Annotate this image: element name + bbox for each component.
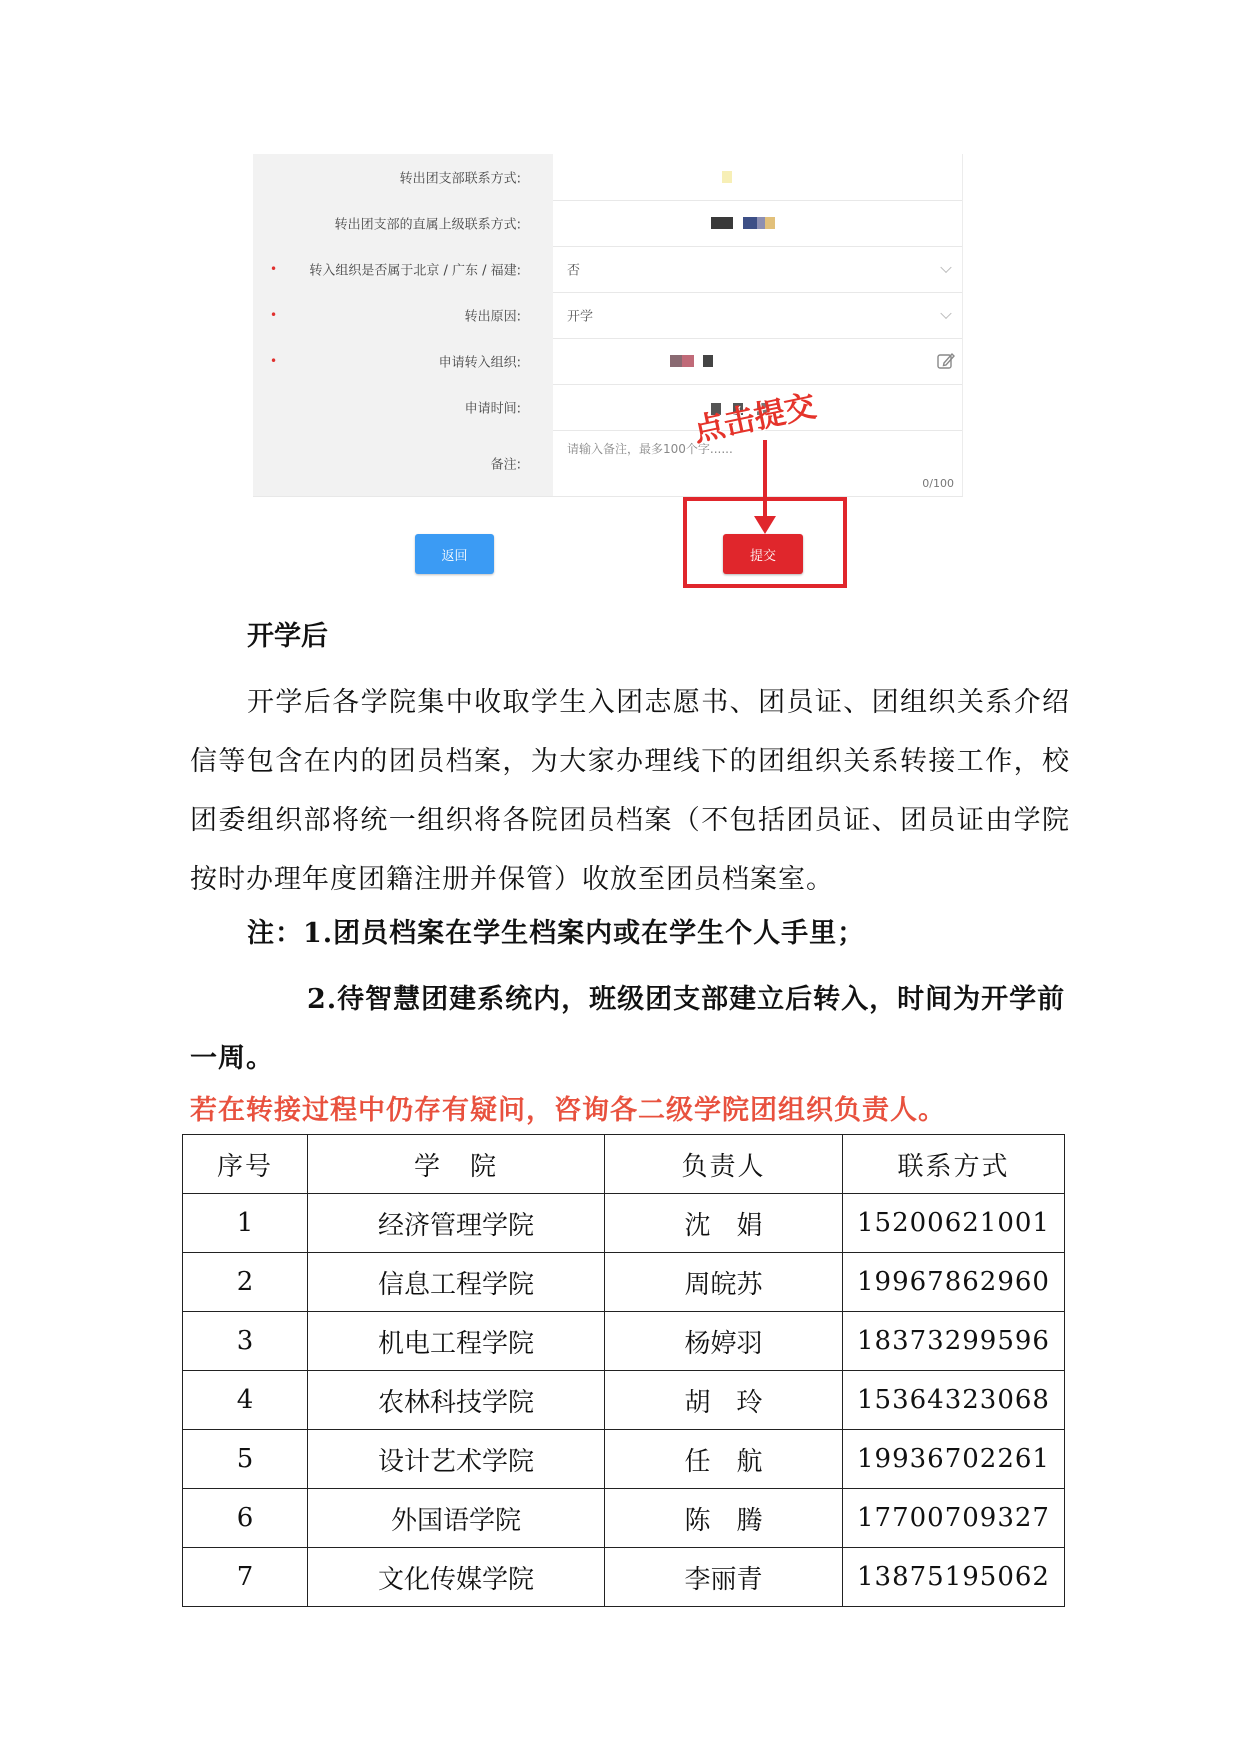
contact-person: 李丽青 [605, 1548, 843, 1607]
table-row [183, 1489, 1065, 1548]
out-branch-contact-field[interactable] [553, 154, 963, 200]
college-name: 信息工程学院 [308, 1253, 605, 1312]
table-row [183, 1548, 1065, 1607]
body-paragraph: 开学后各学院集中收取学生入团志愿书、团员证、团组织关系介绍信等包含在内的团员档案，为大家办理线下的团组织关系转接工作，校团委组织部将统一组织将各院团员档案（不包括团员证、团员证由学院按时办理年度团籍注册并保管）收放至团员档案室。 [190, 687, 1070, 895]
row-index: 3 [183, 1312, 308, 1371]
click-submit-annotation: 点击提交 [690, 388, 820, 450]
blurred-value [765, 217, 775, 229]
form-row-out-branch-contact [253, 154, 963, 201]
table-row [183, 1253, 1065, 1312]
table-row [183, 1312, 1065, 1371]
select-value: 否 [567, 263, 581, 279]
note-1: 注：1.团员档案在学生档案内或在学生个人手里； [247, 918, 866, 949]
blurred-value [757, 217, 765, 229]
college-name: 农林科技学院 [308, 1371, 605, 1430]
form-label: 备注: [490, 457, 521, 473]
phone-number: 15364323068 [843, 1371, 1065, 1430]
phone-number: 19967862960 [843, 1253, 1065, 1312]
form-label: 申请时间: [464, 401, 521, 417]
target-org-field[interactable] [553, 338, 963, 384]
form-row-region-select [253, 246, 963, 293]
superior-contact-field[interactable] [553, 200, 963, 246]
form-row-remark [253, 430, 963, 497]
form-screenshot [253, 154, 963, 496]
contact-person: 任 航 [605, 1430, 843, 1489]
contact-person: 周皖苏 [605, 1253, 843, 1312]
form-label: 转出团支部联系方式: [399, 171, 521, 187]
table-row [183, 1194, 1065, 1253]
column-header: 序号 [183, 1135, 308, 1194]
table-row [183, 1371, 1065, 1430]
edit-icon[interactable] [936, 351, 956, 371]
form-label: 申请转入组织: [438, 355, 521, 371]
region-select[interactable] [553, 246, 963, 292]
phone-number: 18373299596 [843, 1312, 1065, 1371]
college-name: 机电工程学院 [308, 1312, 605, 1371]
blurred-value [743, 217, 757, 229]
blurred-value [670, 355, 682, 367]
required-mark: • [270, 308, 278, 322]
column-header: 联系方式 [843, 1135, 1065, 1194]
contact-person: 陈 腾 [605, 1489, 843, 1548]
note-2: 2.待智慧团建系统内，班级团支部建立后转入，时间为开学前一周。 [190, 984, 1066, 1074]
column-header: 负责人 [605, 1135, 843, 1194]
contact-person: 杨婷羽 [605, 1312, 843, 1371]
row-index: 5 [183, 1430, 308, 1489]
required-mark: • [270, 262, 278, 276]
contact-table [182, 1134, 1065, 1607]
section-heading: 开学后 [247, 621, 328, 652]
blurred-value [703, 355, 713, 367]
form-row-target-org [253, 338, 963, 385]
blurred-value [682, 355, 694, 367]
blurred-value [711, 217, 733, 229]
remark-counter: 0/100 [922, 477, 954, 490]
form-label: 转出团支部的直属上级联系方式: [334, 217, 521, 233]
phone-number: 13875195062 [843, 1548, 1065, 1607]
table-row [183, 1430, 1065, 1489]
form-row-apply-time [253, 384, 963, 431]
row-index: 4 [183, 1371, 308, 1430]
select-value: 开学 [567, 309, 594, 325]
phone-number: 17700709327 [843, 1489, 1065, 1548]
remark-textarea[interactable] [553, 430, 963, 496]
college-name: 经济管理学院 [308, 1194, 605, 1253]
form-row-superior-contact [253, 200, 963, 247]
form-row-reason-select [253, 292, 963, 339]
blurred-value [722, 171, 732, 183]
college-name: 外国语学院 [308, 1489, 605, 1548]
form-label: 转入组织是否属于北京 / 广东 / 福建: [309, 263, 521, 279]
chevron-down-icon [940, 308, 951, 319]
college-name: 文化传媒学院 [308, 1548, 605, 1607]
contact-person: 胡 玲 [605, 1371, 843, 1430]
return-button[interactable]: 返回 [415, 534, 494, 574]
row-index: 7 [183, 1548, 308, 1607]
phone-number: 19936702261 [843, 1430, 1065, 1489]
submit-button[interactable]: 提交 [723, 534, 803, 574]
row-index: 6 [183, 1489, 308, 1548]
reason-select[interactable] [553, 292, 963, 338]
remark-placeholder: 请输入备注，最多100个字...... [567, 442, 733, 456]
form-label: 转出原因: [464, 309, 521, 325]
required-mark: • [270, 354, 278, 368]
contact-person: 沈 娟 [605, 1194, 843, 1253]
contact-hint: 若在转接过程中仍存有疑问，咨询各二级学院团组织负责人。 [190, 1095, 946, 1126]
college-name: 设计艺术学院 [308, 1430, 605, 1489]
chevron-down-icon [940, 262, 951, 273]
phone-number: 15200621001 [843, 1194, 1065, 1253]
row-index: 2 [183, 1253, 308, 1312]
column-header: 学 院 [308, 1135, 605, 1194]
table-header-row [183, 1135, 1065, 1194]
row-index: 1 [183, 1194, 308, 1253]
